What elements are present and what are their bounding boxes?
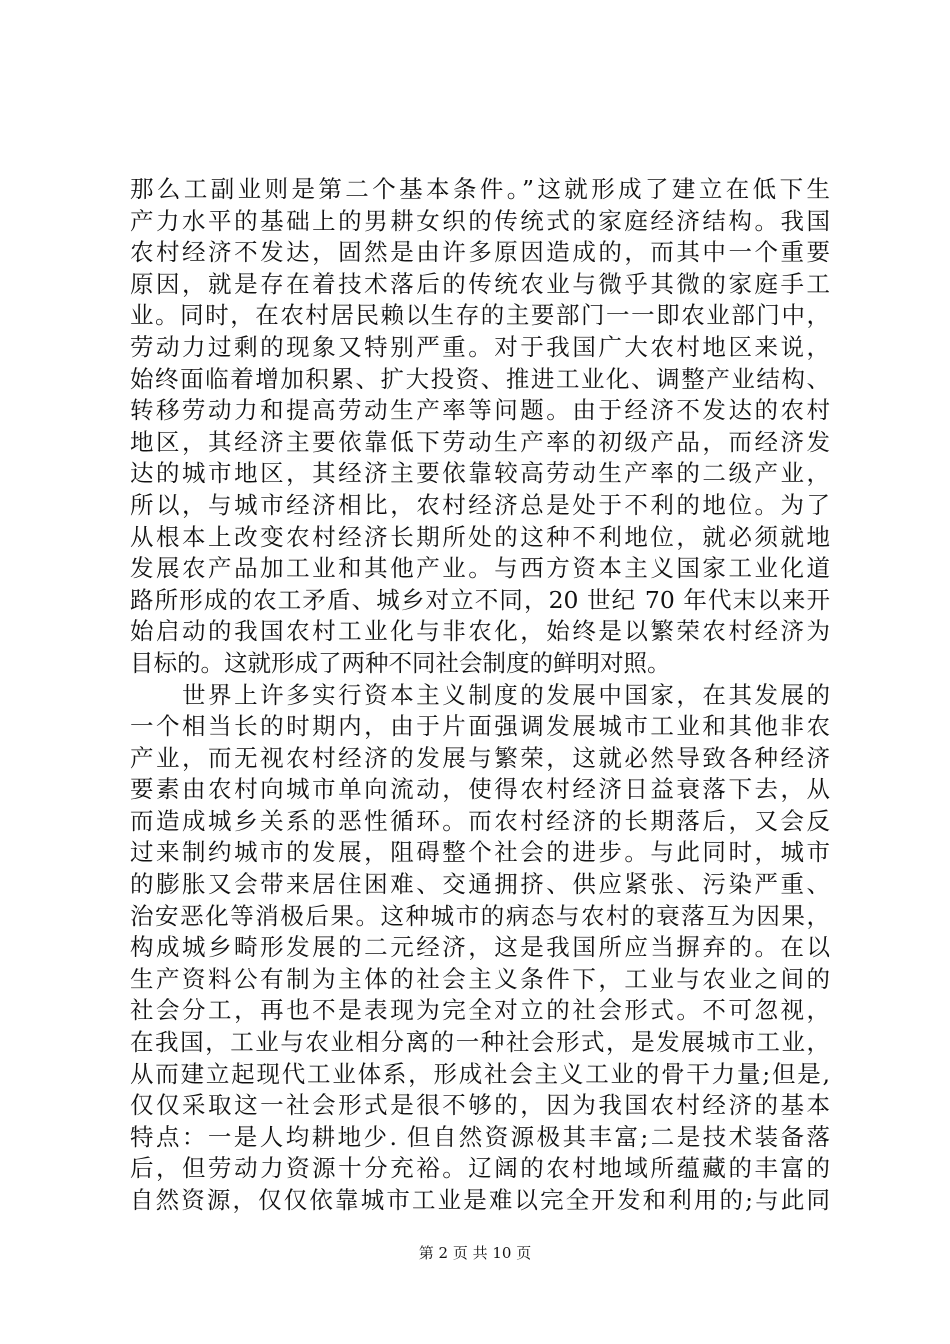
text-line: 始启动的我国农村工业化与非农化，始终是以繁荣农村经济为 bbox=[130, 617, 830, 646]
text-line: 世界上许多实行资本主义制度的发展中国家，在其发展的 bbox=[130, 680, 830, 709]
text-line: 治安恶化等消极后果。这种城市的病态与农村的衰落互为因果， bbox=[130, 901, 830, 930]
text-line: 要素由农村向城市单向流动，使得农村经济日益衰落下去，从 bbox=[130, 775, 830, 804]
body-text bbox=[130, 174, 830, 1217]
text-line: 所以，与城市经济相比，农村经济总是处于不利的地位。为了 bbox=[130, 490, 830, 519]
text-line: 一个相当长的时期内，由于片面强调发展城市工业和其他非农 bbox=[130, 712, 830, 741]
text-line: 转移劳动力和提高劳动生产率等问题。由于经济不发达的农村 bbox=[130, 396, 830, 425]
text-line: 后，但劳动力资源十分充裕。辽阔的农村地域所蕴藏的丰富的 bbox=[130, 1154, 830, 1183]
text-line: 发展农产品加工业和其他产业。与西方资本主义国家工业化道 bbox=[130, 554, 830, 583]
text-line: 而造成城乡关系的恶性循环。而农村经济的长期落后，又会反 bbox=[130, 806, 830, 835]
text-line: 产业，而无视农村经济的发展与繁荣，这就必然导致各种经济 bbox=[130, 743, 830, 772]
text-line: 始终面临着增加积累、扩大投资、推进工业化、调整产业结构、 bbox=[130, 364, 830, 393]
page-footer: 第 2 页 共 10 页 bbox=[418, 1244, 532, 1262]
text-line: 产力水平的基础上的男耕女织的传统式的家庭经济结构。我国 bbox=[130, 206, 830, 235]
text-line: 从而建立起现代工业体系，形成社会主义工业的骨干力量;但是, bbox=[130, 1059, 830, 1088]
text-line: 目标的。这就形成了两种不同社会制度的鲜明对照。 bbox=[130, 648, 671, 677]
text-line: 生产资料公有制为主体的社会主义条件下，工业与农业之间的 bbox=[130, 964, 830, 993]
text-line: 过来制约城市的发展，阻碍整个社会的进步。与此同时，城市 bbox=[130, 838, 830, 867]
text-line: 农村经济不发达，固然是由许多原因造成的，而其中一个重要 bbox=[130, 238, 830, 267]
text-line: 那么工副业则是第二个基本条件。”这就形成了建立在低下生 bbox=[130, 175, 830, 203]
text-line: 劳动力过剩的现象又特别严重。对于我国广大农村地区来说， bbox=[130, 332, 830, 361]
text-line: 达的城市地区，其经济主要依靠较高劳动生产率的二级产业， bbox=[130, 459, 830, 488]
text-line: 原因，就是存在着技术落后的传统农业与微乎其微的家庭手工 bbox=[130, 269, 830, 298]
text-line: 业。同时，在农村居民赖以生存的主要部门一一即农业部门中， bbox=[130, 301, 830, 330]
text-line: 仅仅采取这一社会形式是很不够的，因为我国农村经济的基本 bbox=[130, 1091, 830, 1120]
text-line: 在我国，工业与农业相分离的一种社会形式，是发展城市工业， bbox=[130, 1028, 830, 1057]
text-line: 构成城乡畸形发展的二元经济，这是我国所应当摒弃的。在以 bbox=[130, 933, 830, 962]
text-line: 社会分工，再也不是表现为完全对立的社会形式。不可忽视， bbox=[130, 996, 830, 1025]
text-line: 路所形成的农工矛盾、城乡对立不同，20 世纪 70 年代末以来开 bbox=[130, 585, 830, 614]
text-line: 地区，其经济主要依靠低下劳动生产率的初级产品，而经济发 bbox=[130, 427, 830, 456]
text-line: 从根本上改变农村经济长期所处的这种不利地位，就必须就地 bbox=[130, 522, 830, 551]
text-line: 自然资源，仅仅依靠城市工业是难以完全开发和利用的;与此同 bbox=[130, 1186, 830, 1214]
text-line: 特点：一是人均耕地少. 但自然资源极其丰富;二是技术装备落 bbox=[130, 1122, 830, 1151]
text-line: 的膨胀又会带来居住困难、交通拥挤、供应紧张、污染严重、 bbox=[130, 870, 830, 899]
